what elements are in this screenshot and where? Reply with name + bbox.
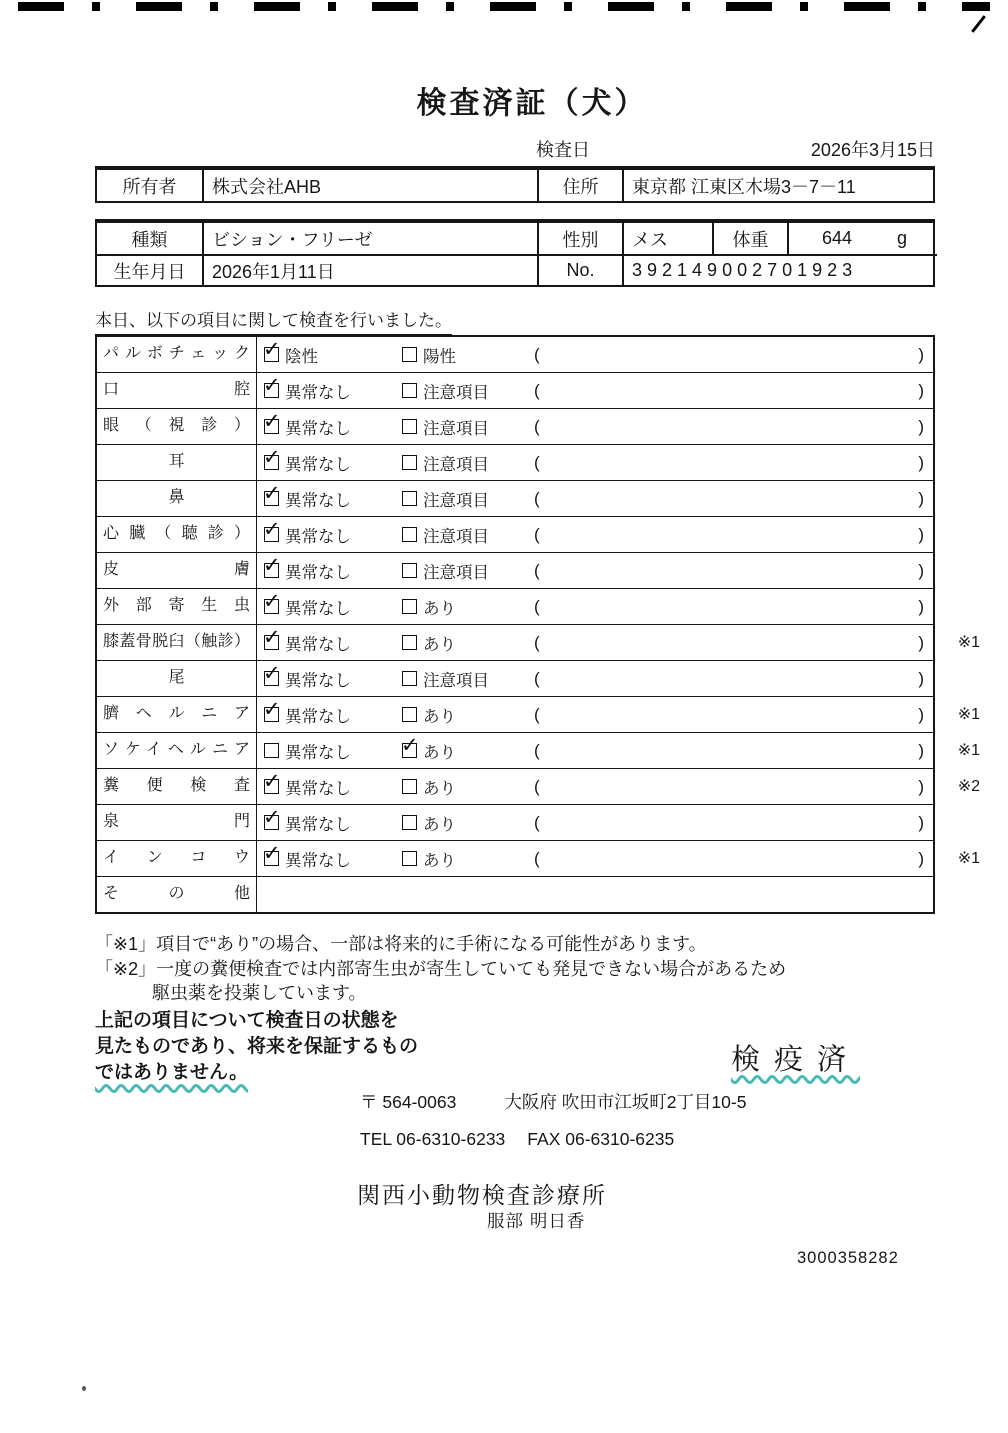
close-paren: ) [918,344,924,364]
inspection-row [97,408,933,444]
sex-label: 性別 [537,223,622,254]
close-paren: ) [918,632,924,652]
checkbox-caution[interactable] [402,527,417,542]
option-2-label: あり [423,743,456,762]
checkbox-caution[interactable] [402,563,417,578]
document-title: 検査済証（犬） [416,87,648,120]
item-result [257,445,933,480]
option-2-label: あり [423,707,456,726]
checkbox-negative[interactable] [264,347,279,362]
item-result [257,733,933,768]
disclaimer-line3 [95,1060,418,1086]
result-option-2 [402,451,534,475]
close-paren: ) [918,740,924,760]
inspection-table [95,335,980,914]
inspection-row [97,480,933,516]
open-paren: ( [534,704,540,724]
item-result [257,697,933,732]
item-label: その他 [97,877,257,912]
checkbox-normal[interactable] [264,671,279,686]
weight-number: 644 [821,228,852,248]
close-paren: ) [918,848,924,868]
result-option-1 [264,631,402,655]
result-option-1 [264,811,402,835]
checkbox-normal[interactable] [264,707,279,722]
checkbox-normal[interactable] [264,383,279,398]
item-label: 口腔 [97,373,257,408]
item-label: インコウ [97,841,257,876]
sex-value: メス [622,223,712,254]
footnote-mark: ※2 [957,778,980,795]
open-paren: ( [534,488,540,508]
open-paren: ( [534,668,540,688]
item-result [257,553,933,588]
option-1-label: 異常なし [285,671,351,690]
checkbox-present[interactable] [402,779,417,794]
inspection-date-label: 検査日 [536,140,590,160]
footnote-mark: ※1 [957,634,980,651]
option-2-label: 注意項目 [423,491,489,510]
checkbox-present[interactable] [402,815,417,830]
result-option-1 [264,487,402,511]
result-option-2 [402,523,534,547]
scan-artifact-corner [971,15,986,33]
checkbox-normal[interactable] [264,491,279,506]
close-paren: ) [918,380,924,400]
owner-value: 株式会社AHB [202,170,537,201]
option-2-label: 陽性 [423,347,456,366]
inspection-row [97,840,980,876]
item-result [257,841,933,876]
checkbox-caution[interactable] [402,671,417,686]
option-1-label: 異常なし [285,707,351,726]
checkbox-caution[interactable] [402,383,417,398]
birthdate-label: 生年月日 [97,254,202,285]
inspection-row [97,552,933,588]
checkbox-caution[interactable] [402,419,417,434]
result-option-2 [402,487,534,511]
option-1-label: 陰性 [285,347,318,366]
item-result [257,409,933,444]
item-label: 皮膚 [97,553,257,588]
checkbox-normal[interactable] [264,635,279,650]
result-option-2 [402,811,534,835]
result-option-2 [402,595,534,619]
item-result [257,481,933,516]
option-1-label: 異常なし [285,491,351,510]
option-2-label: あり [423,779,456,798]
clinic-fax: FAX 06-6310-6235 [527,1129,675,1149]
intro-text: 本日、以下の項目に関して検査を行いました。 [95,306,452,335]
clinic-telfax-row [360,1129,674,1150]
checkbox-positive[interactable] [402,347,417,362]
inspection-row [97,876,933,912]
open-paren: ( [534,740,540,760]
checkbox-present[interactable] [402,851,417,866]
result-option-1 [264,559,402,583]
item-result [257,661,933,696]
inspection-row [97,337,933,372]
footnote-mark: ※1 [957,850,980,867]
item-label: 糞便検査 [97,769,257,804]
item-label: 膝蓋骨脱臼（触診） [97,625,257,660]
animal-info-table [95,219,935,287]
inspection-row [97,696,980,732]
item-label: 眼（視診） [97,409,257,444]
checkbox-normal[interactable] [264,815,279,830]
result-option-2 [402,343,534,367]
result-option-2 [402,847,534,871]
footnote-2-line2: 駆虫薬を投薬しています。 [152,983,367,1003]
option-1-label: 異常なし [285,851,351,870]
checkbox-normal[interactable] [264,527,279,542]
disclaimer-line1: 上記の項目について検査日の状態を [95,1010,399,1031]
checkbox-present[interactable] [402,599,417,614]
result-option-1 [264,703,402,727]
inspection-row [97,516,933,552]
clinic-tel: TEL 06-6310-6233 [360,1129,506,1149]
option-2-label: あり [423,851,456,870]
result-option-1 [264,595,402,619]
item-result [257,517,933,552]
option-1-label: 異常なし [285,383,351,402]
close-paren: ) [918,560,924,580]
inspection-date-row [536,136,935,162]
close-paren: ) [918,452,924,472]
item-result [257,373,933,408]
open-paren: ( [534,344,540,364]
option-1-label: 異常なし [285,527,351,546]
item-result [257,625,933,660]
close-paren: ) [918,668,924,688]
clinic-postal-row [360,1089,746,1114]
open-paren: ( [534,452,540,472]
close-paren: ) [918,524,924,544]
checkbox-normal[interactable] [264,563,279,578]
open-paren: ( [534,560,540,580]
close-paren: ) [918,704,924,724]
scan-artifact-dot [82,1386,86,1391]
open-paren: ( [534,812,540,832]
quarantine-stamp: 検疫済 [731,1044,861,1076]
inspection-row [97,444,933,480]
result-option-1 [264,847,402,871]
option-2-label: あり [423,635,456,654]
open-paren: ( [534,416,540,436]
result-option-1 [264,523,402,547]
result-option-1 [264,343,402,367]
result-option-1 [264,739,402,763]
item-result [257,769,933,804]
inspection-row [97,804,933,840]
checkbox-present[interactable] [402,635,417,650]
item-result [257,805,933,840]
option-1-label: 異常なし [285,563,351,582]
item-label: 心臓（聴診） [97,517,257,552]
option-1-label: 異常なし [285,635,351,654]
weight-label: 体重 [712,223,787,254]
disclaimer-line3-text: ではありません。 [95,1062,249,1083]
item-label: 尾 [97,661,257,696]
scan-artifact-top [18,2,990,11]
option-1-label: 異常なし [285,455,351,474]
option-2-label: 注意項目 [423,671,489,690]
owner-label: 所有者 [122,176,177,197]
close-paren: ) [918,596,924,616]
checkbox-caution[interactable] [402,491,417,506]
result-option-1 [264,451,402,475]
result-option-2 [402,379,534,403]
option-2-label: あり [423,815,456,834]
open-paren: ( [534,596,540,616]
address-value: 東京都 江東区木場3－7－11 [622,170,933,201]
address-label: 住所 [537,170,622,201]
result-option-1 [264,379,402,403]
disclaimer-line2: 見たものであり、将来を保証するもの [95,1036,419,1057]
inspection-date-value: 2026年3月15日 [810,140,935,160]
weight-unit: g [896,228,907,248]
inspection-row [97,732,980,768]
result-option-2 [402,775,534,799]
breed-value: ビション・フリーゼ [202,223,537,254]
result-option-2 [402,559,534,583]
clinic-name: 関西小動物検査診療所 [357,1182,607,1208]
staff-name: 服部 明日香 [487,1211,586,1231]
item-label: パルボチェック [97,337,257,372]
serial-number: 3000358282 [797,1249,899,1267]
birthdate-value: 2026年1月11日 [202,254,537,285]
clinic-postal-code: 〒 564-0063 [360,1092,457,1112]
checkbox-present[interactable] [402,707,417,722]
result-option-2 [402,667,534,691]
owner-info-table [95,166,935,203]
breed-label: 種類 [131,229,168,250]
footnote-mark: ※1 [957,706,980,723]
inspection-row [97,624,980,660]
open-paren: ( [534,524,540,544]
inspection-row [97,768,980,804]
no-value: 392149002701923 [622,254,937,285]
close-paren: ) [918,488,924,508]
option-2-label: あり [423,599,456,618]
item-label: ソケイヘルニア [97,733,257,768]
close-paren: ) [918,416,924,436]
checkbox-normal[interactable] [264,779,279,794]
no-label: No. [537,254,622,285]
checkbox-normal[interactable] [264,419,279,434]
item-label: 耳 [97,445,257,480]
inspection-row [97,588,933,624]
result-option-2 [402,739,534,763]
open-paren: ( [534,848,540,868]
option-2-label: 注意項目 [423,527,489,546]
weight-value-cell [787,223,937,254]
checkbox-normal[interactable] [264,743,279,758]
option-1-label: 異常なし [285,743,351,762]
open-paren: ( [534,380,540,400]
option-2-label: 注意項目 [423,383,489,402]
result-option-1 [264,667,402,691]
item-result [257,589,933,624]
item-result [257,877,933,912]
inspection-row [97,660,933,696]
result-option-2 [402,631,534,655]
item-result [257,337,933,372]
option-2-label: 注意項目 [423,419,489,438]
result-option-2 [402,415,534,439]
option-1-label: 異常なし [285,815,351,834]
clinic-address: 大阪府 吹田市江坂町2丁目10-5 [504,1092,747,1112]
inspection-row [97,372,933,408]
result-option-2 [402,703,534,727]
checkbox-normal[interactable] [264,599,279,614]
option-2-label: 注意項目 [423,563,489,582]
disclaimer [95,1008,418,1086]
option-1-label: 異常なし [285,599,351,618]
checkbox-caution[interactable] [402,455,417,470]
footnote-2-line1: 「※2」一度の糞便検査では内部寄生虫が寄生していても発見できない場合があるため [95,959,787,979]
footnote-mark: ※1 [957,742,980,759]
result-option-1 [264,415,402,439]
item-label: 泉門 [97,805,257,840]
checkbox-normal[interactable] [264,851,279,866]
footnote-1: 「※1」項目で“あり”の場合、一部は将来的に手術になる可能性があります。 [95,934,707,954]
close-paren: ) [918,812,924,832]
open-paren: ( [534,776,540,796]
item-label: 鼻 [97,481,257,516]
close-paren: ) [918,776,924,796]
item-label: 臍ヘルニア [97,697,257,732]
result-option-1 [264,775,402,799]
open-paren: ( [534,632,540,652]
checkbox-normal[interactable] [264,455,279,470]
option-1-label: 異常なし [285,779,351,798]
item-label: 外部寄生虫 [97,589,257,624]
checkbox-present[interactable] [402,743,417,758]
option-1-label: 異常なし [285,419,351,438]
option-2-label: 注意項目 [423,455,489,474]
